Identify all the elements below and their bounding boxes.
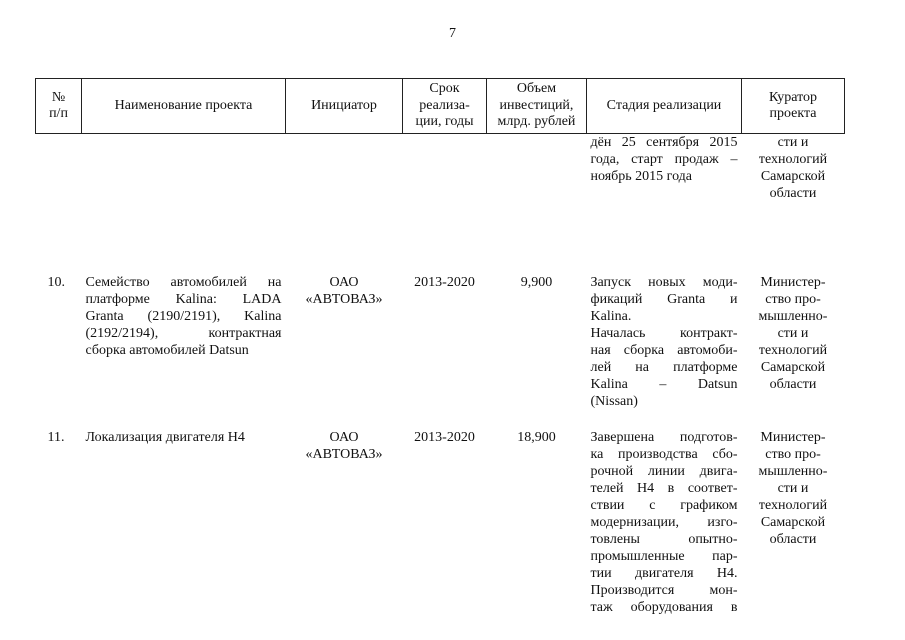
row-num: 11. <box>47 430 65 445</box>
row-stage: Завершена подготов- ка производства сбо- рочной линии двига- телей Н4 в соответ- ствии с графиком модернизации, изго- товлены опытно- промышленные пар- тии двигателя Н4. Производится мон- таж оборудования в <box>590 430 738 615</box>
cont-name-cell <box>82 134 286 275</box>
header-term: Срок реализа- ции, годы <box>403 79 487 134</box>
cont-volume-cell <box>487 134 587 275</box>
row-curator: Министер- ство про- мышленно- сти и технологий Самарской области <box>758 430 828 547</box>
row-term: 2013-2020 <box>414 275 475 290</box>
header-num: № п/п <box>36 79 82 134</box>
projects-table <box>35 78 845 629</box>
row-initiator: ОАО «АВТОВАЗ» <box>305 275 383 307</box>
row-term: 2013-2020 <box>414 430 475 445</box>
row-curator: Министер- ство про- мышленно- сти и технологий Самарской области <box>758 275 828 392</box>
header-initiator: Инициатор <box>286 79 403 134</box>
header-stage: Стадия реализации <box>587 79 742 134</box>
header-volume: Объем инвестиций, млрд. рублей <box>487 79 587 134</box>
cont-stage-cell: дён 25 сентября 2015 года, старт продаж – ноябрь 2015 года <box>590 135 738 184</box>
row-num: 10. <box>47 275 65 290</box>
row-volume: 9,900 <box>520 275 553 290</box>
table-row <box>36 274 845 429</box>
row-stage: Запуск новых моди- фикаций Granta и Kalina. Началась контракт- ная сборка автомоби- лей на платформе Kalina – Datsun (Nissan) <box>590 275 738 409</box>
header-name: Наименование проекта <box>82 79 286 134</box>
table-header-row <box>36 79 845 134</box>
row-project-name: Локализация двигателя Н4 <box>85 430 245 445</box>
row-project-name: Семейство автомобилей на платформе Kalina: LADA Granta (2190/2191), Kalina (2192/2194), контрактная сборка автомобилей Datsun <box>85 275 282 358</box>
cont-term-cell <box>403 134 487 275</box>
table-row <box>36 429 845 629</box>
header-curator: Куратор проекта <box>742 79 845 134</box>
cont-initiator-cell <box>286 134 403 275</box>
continuation-row <box>36 134 845 275</box>
page-number: 7 <box>449 26 456 41</box>
cont-num-cell <box>36 134 82 275</box>
cont-curator-cell: сти и технологий Самарской области <box>758 135 828 201</box>
row-volume: 18,900 <box>517 430 556 445</box>
row-initiator: ОАО «АВТОВАЗ» <box>305 430 383 462</box>
